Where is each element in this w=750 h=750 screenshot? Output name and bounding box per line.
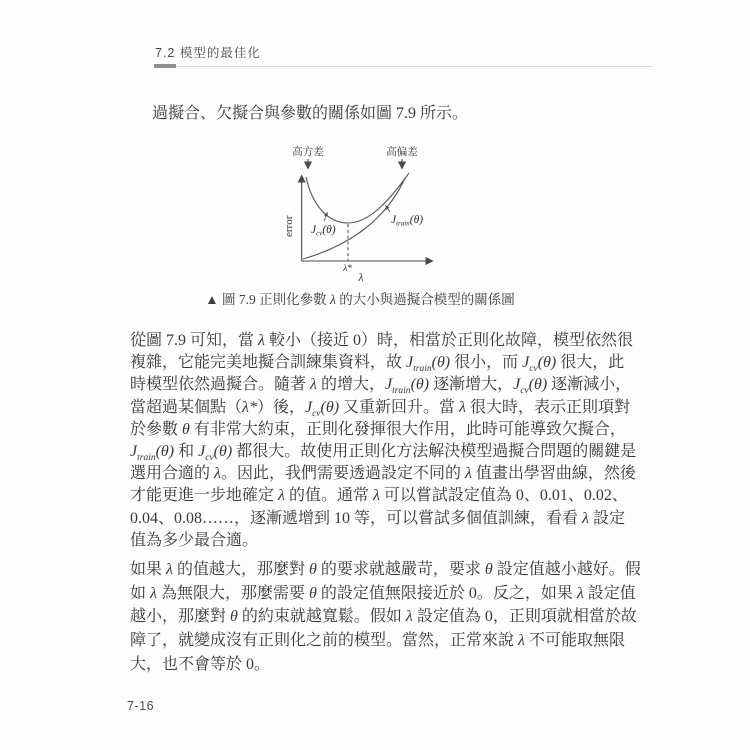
math-function: $J_{train}(\theta)$: [406, 354, 451, 375]
paragraph-1: [130, 330, 637, 552]
header-rule: [154, 66, 653, 67]
math-symbol: θ: [308, 561, 317, 578]
math-function: $J_{train}(\theta)$: [130, 443, 175, 464]
text-line: 當超過某個點（λ*）後，$J_{cv}(\theta)$ 又重新回升。當 λ 很大時，表示正則項對: [130, 398, 630, 419]
math-function: $J_{cv}(\theta)$: [513, 376, 548, 397]
text-line: $J_{train}(\theta)$ 和 $J_{cv}(\theta)$ 都很大。故使用正則化方法解決模型過擬合問題的關鍵是: [130, 443, 637, 464]
text-line: 如 λ 為無限大，那麼需要 θ 的設定值無限接近於 0。反之，如果 λ 設定值: [130, 584, 636, 602]
math-symbol: λ*: [242, 398, 257, 416]
text-line: 值為多少最合適。: [130, 531, 259, 549]
page-number: 7-16: [127, 699, 155, 713]
text-line: 大，也不會等於 0。: [130, 655, 271, 673]
math-symbol: λ: [464, 465, 472, 483]
intro-paragraph: [152, 103, 622, 125]
text-line: 時模型依然過擬合。隨著 λ 的增大，$J_{train}(\theta)$ 逐漸增大，$J_{cv}(\theta)$ 逐漸減小，: [130, 376, 632, 397]
math-symbol: λ: [372, 487, 380, 505]
y-axis-label: error: [283, 215, 295, 237]
math-function: $J_{cv}(\theta)$: [304, 398, 340, 419]
math-symbol: θ: [182, 420, 190, 438]
math-symbol: λ: [278, 487, 285, 505]
text-line: 複雜，它能完美地擬合訓練集資料，故 $J_{train}(\theta)$ 很小，而 $J_{cv}(\theta)$ 很大，此: [130, 354, 625, 375]
text-line: 越小，那麼對 θ 的約束就越寬鬆。假如 λ 設定值為 0，正則項就相當於故: [130, 608, 637, 626]
math-symbol: λ: [166, 561, 173, 578]
math-symbol: λ: [582, 509, 589, 527]
math-symbol: λ: [459, 398, 466, 416]
header-rule-accent: [154, 64, 176, 68]
text-line: 過擬合、欠擬合與參數的關係如圖 7.9 所示。: [152, 105, 469, 122]
regularization-chart: [256, 140, 456, 290]
text-line: 選用合適的 λ。因此，我們需要透過設定不同的 λ 值畫出學習曲線，然後: [130, 465, 636, 483]
math-function: $J_{cv}(\theta)$: [198, 443, 233, 464]
figure-caption: [130, 290, 590, 310]
math-symbol: λ: [258, 332, 265, 349]
text-line: 0.04、0.08……，逐漸遞增到 10 等，可以嘗試多個值訓練，看看 λ 設定: [130, 509, 625, 527]
math-function: $J_{train}(\theta)$: [384, 376, 430, 397]
paragraph-2: [130, 558, 641, 677]
math-symbol: λ: [150, 584, 157, 602]
high-bias-label: 高偏差: [386, 146, 418, 158]
math-symbol: λ: [405, 608, 413, 626]
math-symbol: λ: [330, 292, 336, 307]
text-line: 如果 λ 的值越大，那麼對 θ 的要求就越嚴苛，要求 θ 設定值越小越好。假: [130, 561, 641, 578]
text-line: 從圖 7.9 可知，當 λ 較小（接近 0）時，相當於正則化故障，模型依然很: [130, 332, 633, 349]
text-line: 於參數 θ 有非常大約束，正則化發揮很大作用，此時可能導致欠擬合，: [130, 420, 626, 438]
high-variance-label: 高方差: [292, 146, 324, 158]
text-line: ▲ 圖 7.9 正則化參數 λ 的大小與過擬合模型的關係圖: [205, 292, 515, 307]
math-function: $J_{cv}(\theta)$: [522, 354, 557, 375]
jtrain-label: $J_{train}(\theta)$: [391, 214, 424, 228]
x-axis-label: λ: [358, 272, 364, 284]
lambda-star-label: λ*: [343, 264, 352, 274]
math-symbol: θ: [308, 584, 317, 602]
text-line: 障了，就變成沒有正則化之前的模型。當然，正常來說 λ 不可能取無限: [130, 632, 625, 650]
math-symbol: θ: [484, 561, 493, 578]
math-symbol: θ: [230, 608, 238, 626]
jcv-label: $J_{cv}(\theta)$: [311, 224, 336, 238]
jtrain-curve: [303, 178, 405, 259]
figure-7-9: [256, 140, 456, 290]
math-symbol: λ: [576, 584, 584, 602]
math-symbol: λ: [214, 465, 221, 483]
math-symbol: λ: [518, 632, 525, 650]
text-line: 才能更進一步地確定 λ 的值。通常 λ 可以嘗試設定值為 0、0.01、0.02、: [130, 487, 628, 505]
section-header: 7.2 模型的最佳化: [155, 46, 261, 60]
math-symbol: λ: [310, 376, 317, 394]
